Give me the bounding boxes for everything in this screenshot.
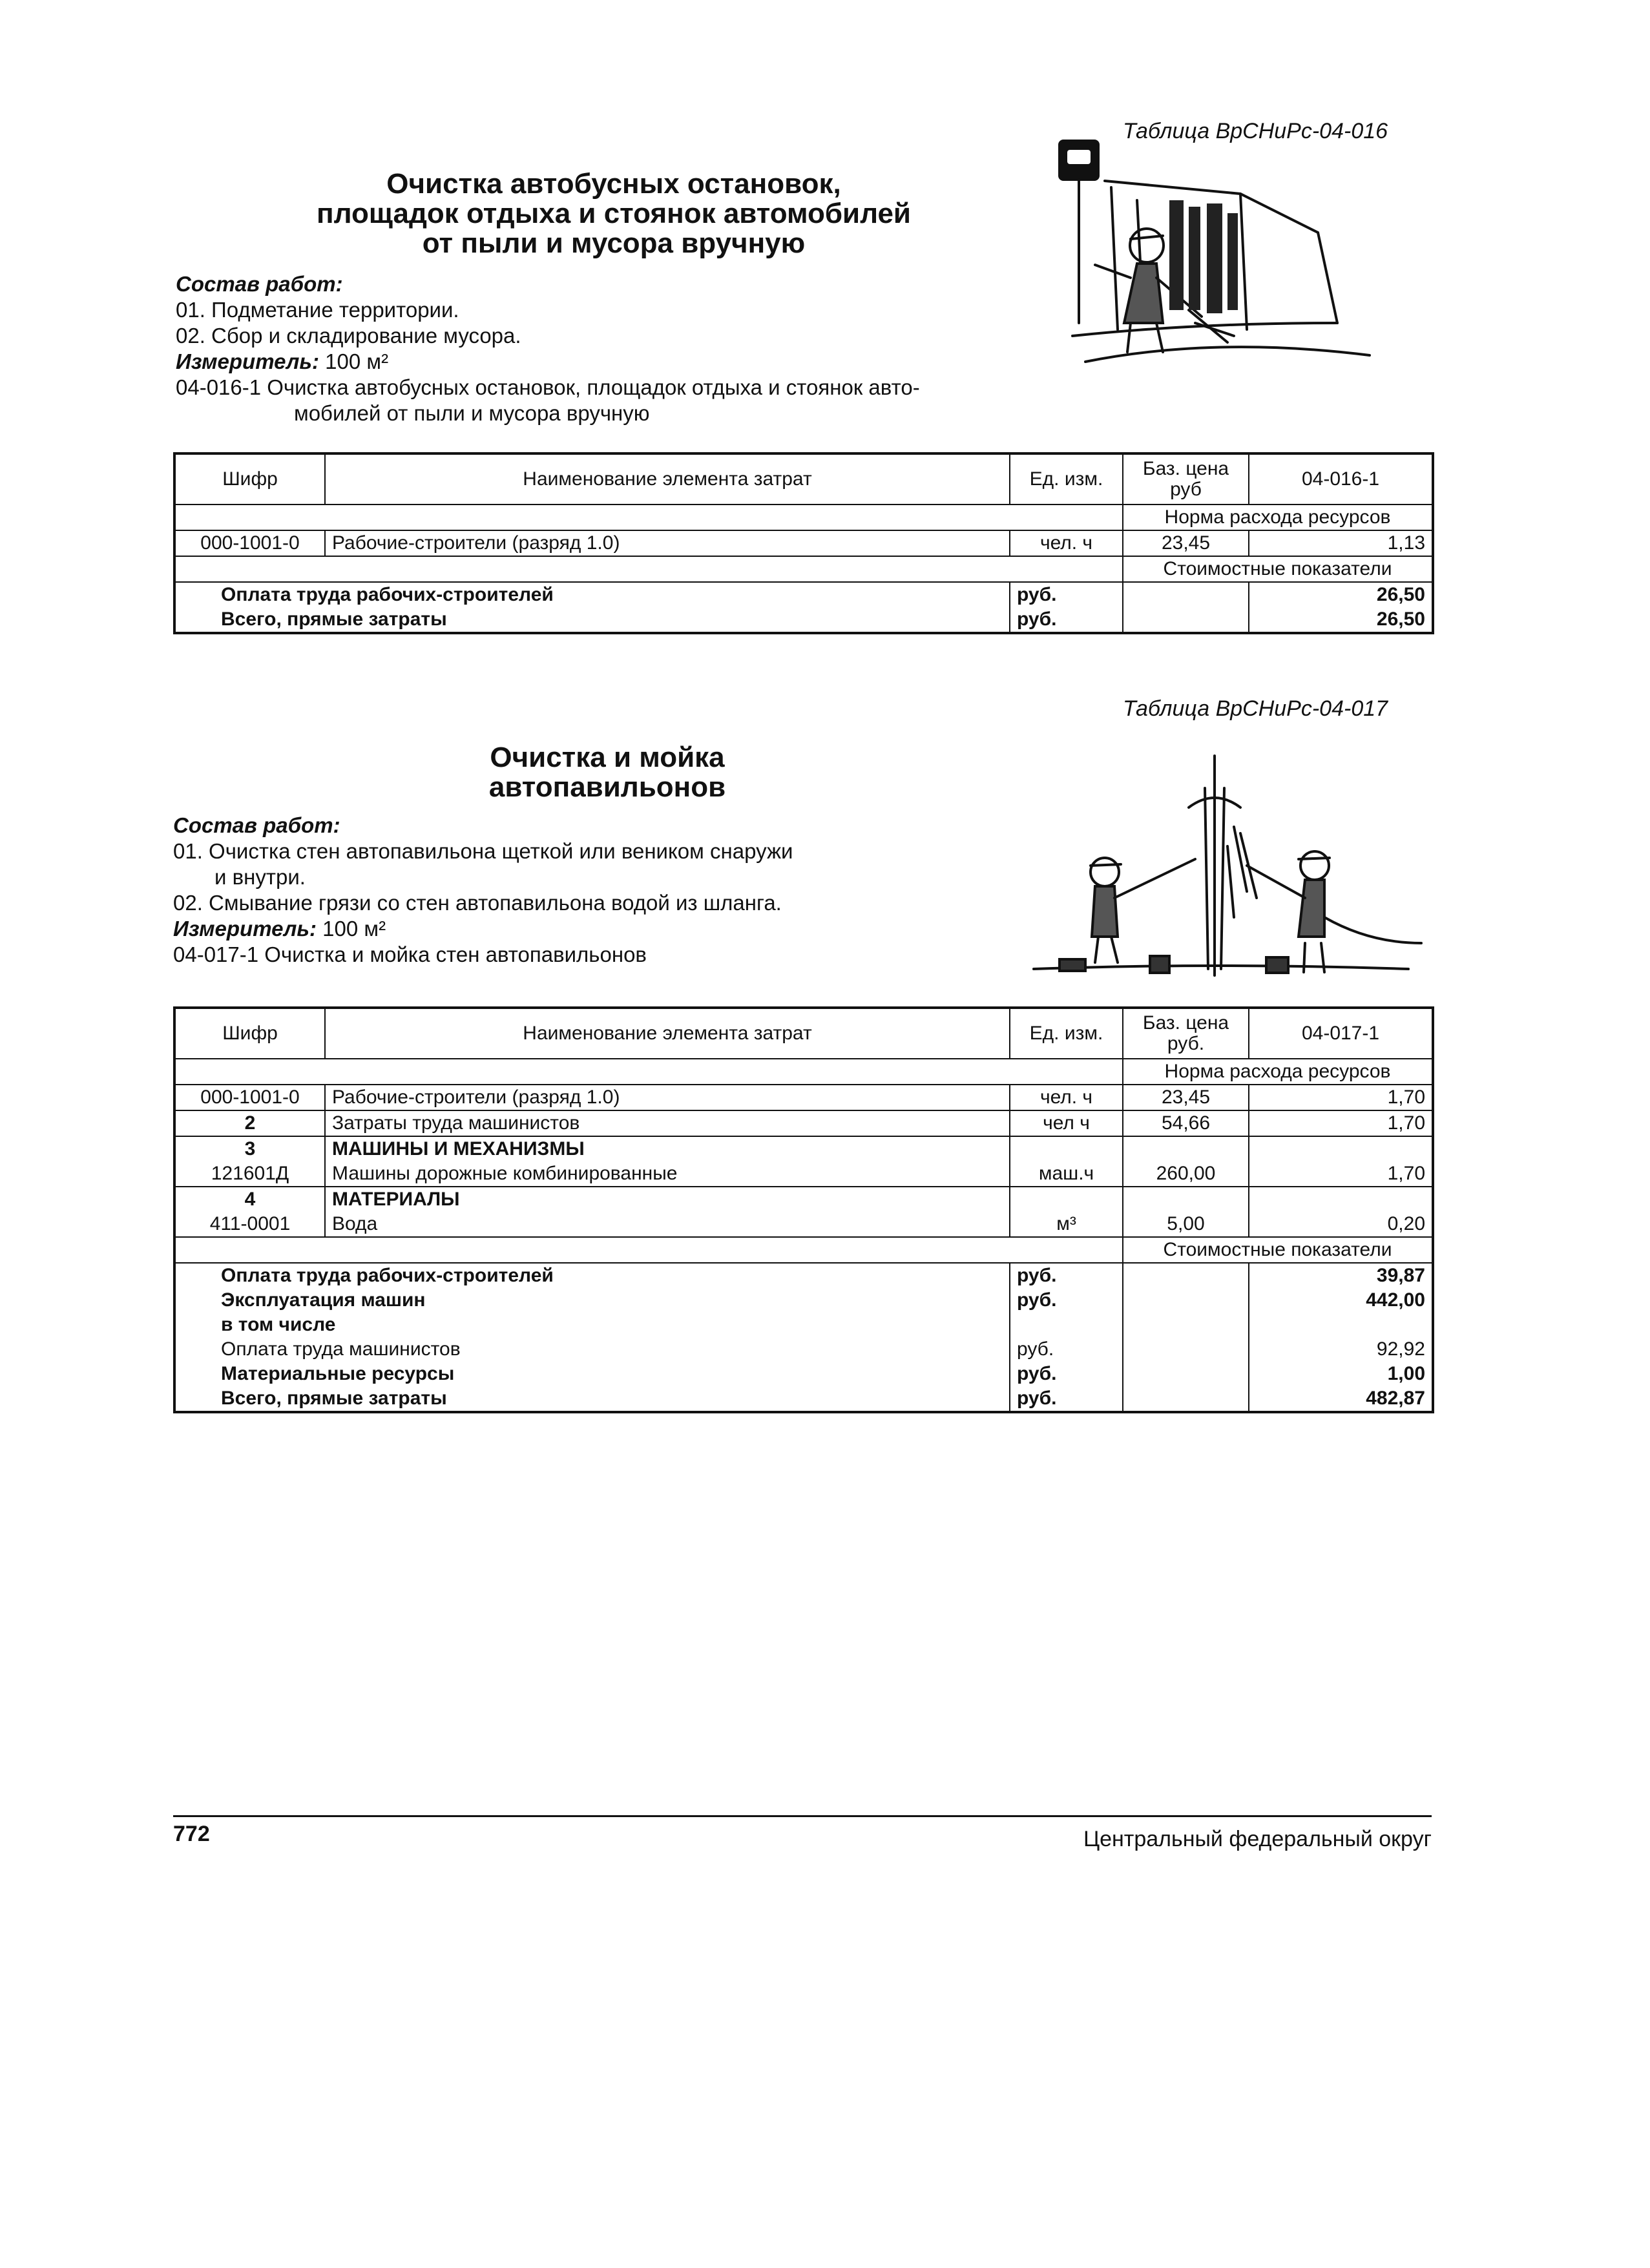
table-row	[174, 1187, 1433, 1212]
title-line: автопавильонов	[488, 771, 726, 803]
cost-name: Эксплуатация машин	[174, 1288, 1010, 1313]
row-name: МАТЕРИАЛЫ	[325, 1187, 1010, 1212]
cost-unit: руб.	[1010, 607, 1123, 633]
row-unit: чел ч	[1010, 1110, 1123, 1136]
cost-row	[174, 1313, 1433, 1337]
cost-unit: руб.	[1010, 1362, 1123, 1386]
header-price	[1123, 453, 1249, 505]
section-title	[413, 743, 801, 802]
row-value: 0,20	[1249, 1212, 1433, 1237]
row-name: Затраты труда машинистов	[325, 1110, 1010, 1136]
header-column: 04-016-1	[1249, 453, 1433, 505]
row-unit: м³	[1010, 1212, 1123, 1237]
row-name: Машины дорожные комбинированные	[325, 1161, 1010, 1187]
cost-value: 26,50	[1249, 607, 1433, 633]
cost-row	[174, 582, 1433, 607]
cost-caption: Стоимостные показатели	[1123, 1237, 1433, 1263]
footer-rule	[173, 1815, 1432, 1817]
work-item: 02. Сбор и складирование мусора.	[176, 324, 521, 348]
cost-caption: Стоимостные показатели	[1123, 556, 1433, 582]
row-name: Рабочие-строители (разряд 1.0)	[325, 1085, 1010, 1110]
cost-value: 442,00	[1249, 1288, 1433, 1313]
measure-label: Измеритель:	[173, 917, 317, 941]
cost-name: Всего, прямые затраты	[174, 607, 1010, 633]
row-price: 5,00	[1123, 1212, 1249, 1237]
cost-row	[174, 1386, 1433, 1412]
header-code: Шифр	[174, 1008, 325, 1059]
row-value: 1,70	[1249, 1161, 1433, 1187]
work-label: Состав работ:	[173, 813, 340, 837]
row-price: 54,66	[1123, 1110, 1249, 1136]
row-code: 000-1001-0	[174, 530, 325, 556]
row-price: 23,45	[1123, 1085, 1249, 1110]
table-row	[174, 530, 1433, 556]
row-name: Вода	[325, 1212, 1010, 1237]
cost-name: Всего, прямые затраты	[174, 1386, 1010, 1412]
page-number: 772	[173, 1822, 210, 1846]
work-item: 01. Подметание территории.	[176, 298, 459, 322]
resource-table-016	[173, 452, 1434, 634]
resource-table-017	[173, 1006, 1434, 1413]
caption-row	[174, 1059, 1433, 1085]
table-header	[174, 1008, 1433, 1059]
row-code: 000-1001-0	[174, 1085, 325, 1110]
row-unit: маш.ч	[1010, 1161, 1123, 1187]
work-composition	[176, 271, 920, 426]
caption-row	[174, 1237, 1433, 1263]
measure-label: Измеритель:	[176, 349, 319, 373]
row-name: Рабочие-строители (разряд 1.0)	[325, 530, 1010, 556]
code-line: мобилей от пыли и мусора вручную	[294, 401, 650, 425]
header-unit: Ед. изм.	[1010, 1008, 1123, 1059]
cost-unit: руб.	[1010, 582, 1123, 607]
cost-unit: руб.	[1010, 1337, 1123, 1362]
price-label: Баз. цена	[1142, 1012, 1229, 1034]
cost-row	[174, 1263, 1433, 1288]
code-line: 04-017-1 Очистка и мойка стен автопавильонов	[173, 942, 647, 966]
measure	[176, 349, 920, 375]
work-label: Состав работ:	[176, 272, 343, 296]
pavilion-washing-illustration	[1021, 749, 1434, 1008]
header-code: Шифр	[174, 453, 325, 505]
cost-name: в том числе	[174, 1313, 1010, 1337]
code-line: 04-016-1 Очистка автобусных остановок, площадок отдыха и стоянок авто-	[176, 375, 920, 399]
cost-value: 26,50	[1249, 582, 1433, 607]
header-unit: Ед. изм.	[1010, 453, 1123, 505]
row-price: 260,00	[1123, 1161, 1249, 1187]
row-value: 1,70	[1249, 1085, 1433, 1110]
table-number: Таблица ВрСНиРс-04-017	[1123, 696, 1388, 721]
work-item: 01. Очистка стен автопавильона щеткой или веником снаружи	[173, 839, 793, 863]
row-value: 1,13	[1249, 530, 1433, 556]
cost-unit: руб.	[1010, 1263, 1123, 1288]
header-price	[1123, 1008, 1249, 1059]
row-code: 411-0001	[174, 1212, 325, 1237]
table-header	[174, 453, 1433, 505]
norm-caption: Норма расхода ресурсов	[1123, 505, 1433, 530]
cost-name: Оплата труда рабочих-строителей	[174, 582, 1010, 607]
row-name: МАШИНЫ И МЕХАНИЗМЫ	[325, 1136, 1010, 1161]
table-number: Таблица ВрСНиРс-04-016	[1123, 119, 1388, 143]
row-code: 3	[174, 1136, 325, 1161]
norm-caption: Норма расхода ресурсов	[1123, 1059, 1433, 1085]
row-price: 23,45	[1123, 530, 1249, 556]
row-value: 1,70	[1249, 1110, 1433, 1136]
table-row	[174, 1212, 1433, 1237]
cost-name: Оплата труда машинистов	[174, 1337, 1010, 1362]
cost-row	[174, 1337, 1433, 1362]
title-line: площадок отдыха и стоянок автомобилей	[317, 198, 911, 229]
caption-row	[174, 556, 1433, 582]
header-column: 04-017-1	[1249, 1008, 1433, 1059]
table-row	[174, 1136, 1433, 1161]
price-currency: руб	[1170, 479, 1202, 500]
cost-unit: руб.	[1010, 1288, 1123, 1313]
title-line: Очистка автобусных остановок,	[386, 168, 841, 200]
price-currency: руб.	[1167, 1033, 1205, 1054]
cost-row	[174, 1362, 1433, 1386]
header-name: Наименование элемента затрат	[325, 453, 1010, 505]
header-name: Наименование элемента затрат	[325, 1008, 1010, 1059]
cost-unit: руб.	[1010, 1386, 1123, 1412]
cost-value: 39,87	[1249, 1263, 1433, 1288]
table-row	[174, 1085, 1433, 1110]
row-unit: чел. ч	[1010, 530, 1123, 556]
cost-name: Материальные ресурсы	[174, 1362, 1010, 1386]
row-code: 121601Д	[174, 1161, 325, 1187]
title-line: от пыли и мусора вручную	[422, 227, 806, 259]
measure-value: 100 м²	[325, 349, 389, 373]
cost-value: 1,00	[1249, 1362, 1433, 1386]
measure	[173, 916, 793, 942]
row-unit: чел. ч	[1010, 1085, 1123, 1110]
title-line: Очистка и мойка	[490, 742, 725, 773]
row-code: 4	[174, 1187, 325, 1212]
cost-value: 482,87	[1249, 1386, 1433, 1412]
caption-row	[174, 505, 1433, 530]
work-item: 02. Смывание грязи со стен автопавильона водой из шланга.	[173, 891, 782, 915]
cost-value: 92,92	[1249, 1337, 1433, 1362]
price-label: Баз. цена	[1142, 458, 1229, 479]
section-title	[181, 169, 1047, 258]
bus-stop-illustration	[1034, 129, 1395, 401]
table-row	[174, 1161, 1433, 1187]
cost-row	[174, 607, 1433, 633]
footer-region: Центральный федеральный округ	[1083, 1827, 1432, 1851]
cost-row	[174, 1288, 1433, 1313]
row-code: 2	[174, 1110, 325, 1136]
cost-name: Оплата труда рабочих-строителей	[174, 1263, 1010, 1288]
work-item: и внутри.	[214, 865, 306, 889]
work-composition	[173, 813, 793, 968]
table-row	[174, 1110, 1433, 1136]
measure-value: 100 м²	[322, 917, 386, 941]
